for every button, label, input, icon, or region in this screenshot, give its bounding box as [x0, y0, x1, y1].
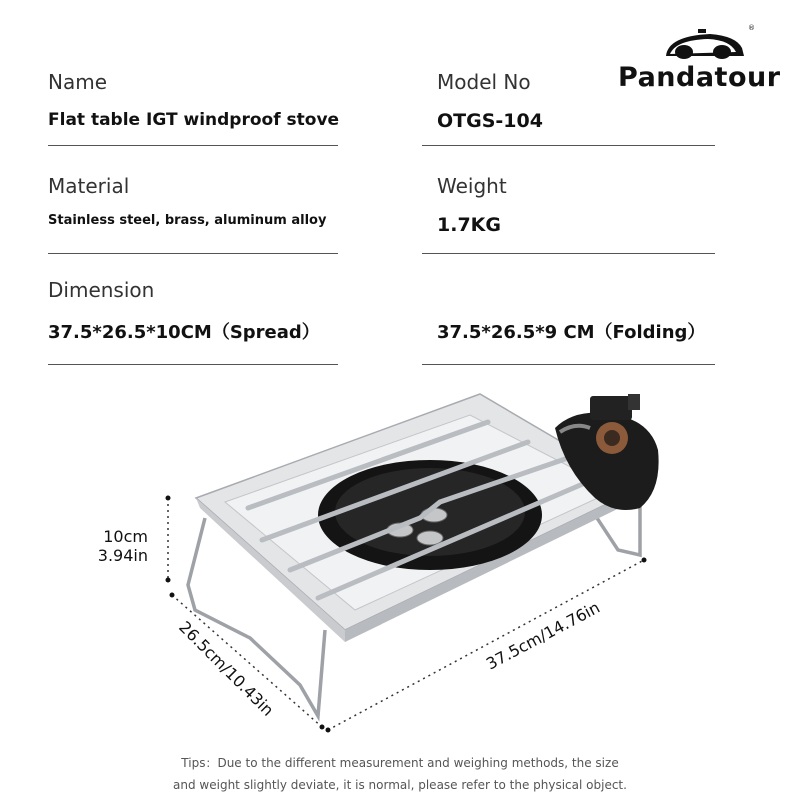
weight-value: 1.7KG [437, 214, 501, 236]
brand-name: Pandatour [618, 62, 781, 93]
model-value: OTGS-104 [437, 110, 543, 132]
material-value: Stainless steel, brass, aluminum alloy [48, 213, 327, 228]
rule-material [48, 253, 338, 254]
model-label: Model No [437, 70, 531, 94]
material-label: Material [48, 174, 130, 198]
height-label [78, 527, 148, 565]
height-in: 3.94in [97, 546, 148, 565]
dimension-folding-value: 37.5*26.5*9 CM（Folding） [437, 322, 706, 343]
rule-dimension-folding [422, 364, 715, 365]
height-cm: 10cm [103, 527, 148, 546]
tips-line-1: Tips：Due to the different measurement and weighing methods, the size [181, 756, 619, 770]
registered-mark: ® [748, 24, 755, 32]
dimension-label: Dimension [48, 278, 155, 302]
name-value: Flat table IGT windproof stove [48, 110, 340, 130]
rule-name [48, 145, 338, 146]
rule-dimension-spread [48, 364, 338, 365]
weight-label: Weight [437, 174, 507, 198]
name-label: Name [48, 70, 108, 94]
tips-line-2: and weight slightly deviate, it is normal, please refer to the physical object. [173, 778, 627, 792]
length-label: 37.5cm/14.76in [482, 597, 603, 674]
depth-label: 26.5cm/10.43in [175, 617, 278, 720]
dimension-spread-value: 37.5*26.5*10CM（Spread） [48, 322, 320, 343]
rule-model [422, 145, 715, 146]
rule-weight [422, 253, 715, 254]
